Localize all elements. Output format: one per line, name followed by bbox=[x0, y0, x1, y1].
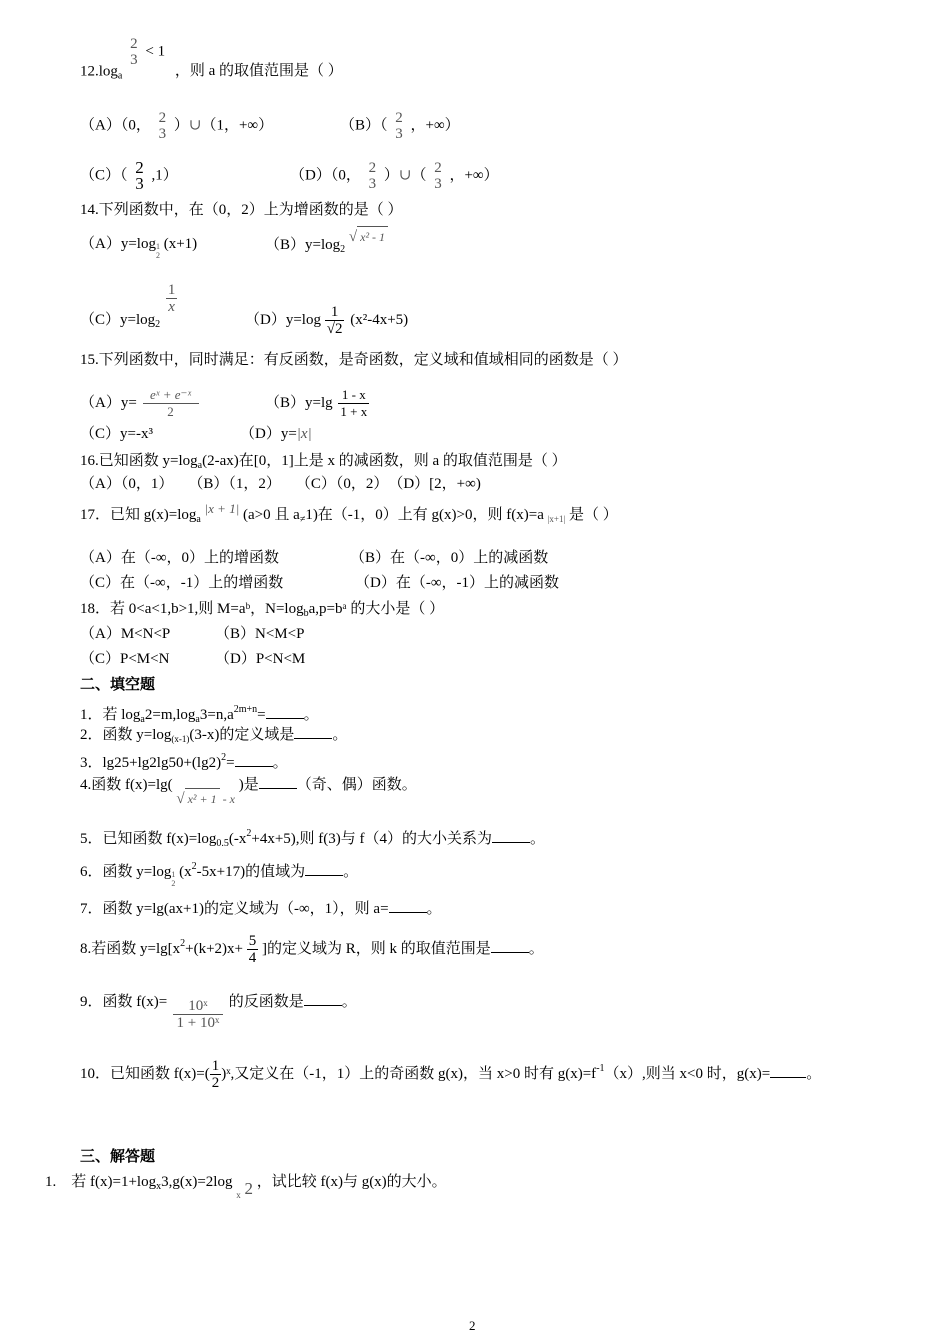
text: -5x+17)的值域为 bbox=[196, 864, 306, 880]
text: 1 + 10ˣ bbox=[176, 1015, 220, 1031]
text: 。 bbox=[272, 755, 288, 771]
text: x² - 1 bbox=[357, 226, 388, 247]
fill-10 bbox=[80, 1058, 821, 1091]
text: 2 bbox=[155, 251, 160, 260]
text: 10．已知函数 f(x)=( bbox=[80, 1065, 210, 1082]
text: 3=n,a bbox=[199, 707, 234, 723]
text: < 1 bbox=[145, 43, 166, 60]
text: 4 bbox=[248, 950, 257, 966]
text: 2 bbox=[135, 158, 144, 177]
answer-blank[interactable] bbox=[266, 704, 304, 719]
not-equal-symbol: ≠ bbox=[299, 514, 306, 525]
text: )ˣ,又定义在（-1，1）上的奇函数 g(x)，当 x>0 时有 g(x)=f bbox=[221, 1065, 597, 1082]
text: 2 bbox=[171, 879, 176, 888]
text: （C）（ bbox=[80, 167, 128, 184]
text: 2 bbox=[244, 1179, 253, 1198]
q17-option-c: （C）在（-∞，-1）上的增函数 bbox=[80, 575, 284, 591]
text: 6．函数 y=log bbox=[80, 864, 172, 880]
text: a bbox=[140, 714, 145, 725]
answer-blank[interactable] bbox=[294, 724, 332, 739]
text: 10ˣ bbox=[173, 998, 223, 1015]
text: 1 bbox=[155, 242, 160, 251]
text: 。 bbox=[530, 831, 546, 847]
text: (2-ax)在[0，1]上是 x 的减函数，则 a 的取值范围是（ ） bbox=[202, 453, 567, 469]
q17-option-b: （B）在（-∞，0）上的减函数 bbox=[350, 550, 549, 566]
text: ，+∞） bbox=[449, 167, 499, 184]
text: 3,g(x)=2log bbox=[161, 1174, 233, 1190]
text: x bbox=[168, 299, 175, 315]
text: （C）y=log bbox=[80, 311, 156, 328]
text: 1. 若 f(x)=1+log bbox=[45, 1174, 157, 1190]
q18-option-a: （A）M<N<P bbox=[80, 626, 171, 642]
q18-option-d: （D）P<N<M bbox=[215, 651, 306, 667]
text: 。 bbox=[426, 901, 442, 917]
text: （A）（0， bbox=[80, 117, 151, 134]
answer-blank[interactable] bbox=[389, 898, 427, 913]
text: （ bbox=[411, 167, 427, 184]
fraction bbox=[157, 110, 169, 142]
fraction bbox=[367, 160, 379, 192]
text: x bbox=[236, 1190, 241, 1200]
text: （A）y=log bbox=[80, 236, 156, 252]
text: 1 bbox=[325, 304, 345, 321]
text: 9．函数 f(x)= bbox=[80, 993, 168, 1010]
union-symbol: ∪ bbox=[398, 167, 412, 184]
text: +4x+5),则 f(3)与 f（4）的大小关系为 bbox=[251, 831, 493, 847]
text: 1 - x bbox=[338, 387, 369, 404]
text: a,p=bᵃ 的大小是（ ） bbox=[308, 601, 445, 617]
text: a bbox=[196, 514, 201, 525]
text: (x-1) bbox=[171, 734, 190, 744]
q18-option-b: （B）N<M<P bbox=[215, 626, 305, 642]
answer-blank[interactable] bbox=[304, 991, 342, 1006]
radical bbox=[349, 229, 388, 245]
fraction bbox=[325, 304, 345, 337]
fraction bbox=[338, 387, 369, 420]
text: ，+∞） bbox=[410, 117, 460, 134]
fill-6 bbox=[80, 857, 358, 888]
text: 18．若 0<a<1,b>1,则 M=aᵇ，N=log bbox=[80, 601, 304, 617]
text: （x）,则当 x<0 时，g(x)= bbox=[604, 1065, 771, 1082]
text: 4.函数 f(x)=lg( bbox=[80, 777, 173, 793]
text: 3 bbox=[395, 126, 403, 142]
union-symbol: ∪ bbox=[188, 117, 202, 134]
text: - x bbox=[222, 792, 235, 806]
fraction bbox=[166, 282, 178, 315]
text: 2 bbox=[221, 752, 227, 763]
text: (x²-4x+5) bbox=[350, 311, 409, 328]
text: （B）y=log bbox=[265, 237, 341, 253]
text: （1，+∞） bbox=[201, 117, 274, 134]
text: 2 bbox=[191, 861, 197, 872]
fraction bbox=[210, 1058, 222, 1091]
text: 2 bbox=[211, 1075, 220, 1091]
answer-blank[interactable] bbox=[770, 1063, 806, 1078]
text: x² + 1 bbox=[185, 788, 220, 809]
answer-blank[interactable] bbox=[305, 861, 343, 876]
q17-option-d: （D）在（-∞，-1）上的减函数 bbox=[355, 575, 560, 591]
radical bbox=[176, 791, 235, 807]
text: （D）y= bbox=[240, 426, 297, 442]
section-title-fill-in: 二、填空题 bbox=[80, 677, 156, 693]
text: = bbox=[257, 707, 266, 723]
text: (3-x)的定义域是 bbox=[189, 727, 295, 743]
fill-5 bbox=[80, 824, 545, 854]
sqrt-symbol: √ bbox=[176, 791, 185, 807]
text: (x bbox=[179, 864, 192, 880]
text: 。 bbox=[806, 1065, 822, 1082]
fill-2 bbox=[80, 724, 347, 749]
q14-option-c bbox=[80, 282, 179, 337]
q14-option-a bbox=[80, 234, 197, 260]
text: 12.log bbox=[80, 63, 118, 80]
text: 的反函数是 bbox=[228, 993, 304, 1010]
text: 2 bbox=[130, 36, 138, 52]
q16-stem bbox=[80, 451, 567, 476]
text: 0.5 bbox=[216, 838, 229, 849]
text: ,1） bbox=[151, 167, 178, 184]
text: 2 bbox=[340, 244, 346, 255]
q12-option-d bbox=[290, 160, 499, 192]
text: 3 bbox=[135, 174, 144, 193]
text: 1 bbox=[211, 1058, 220, 1074]
q12-option-c bbox=[80, 160, 178, 192]
text: 1 bbox=[171, 870, 176, 879]
fill-3 bbox=[80, 748, 288, 773]
text: （奇、偶）函数。 bbox=[296, 777, 417, 793]
q14-stem: 14.下列函数中，在（0，2）上为增函数的是（ ） bbox=[80, 202, 403, 218]
text: 是（ ） bbox=[569, 507, 618, 523]
text: 2 bbox=[434, 160, 442, 176]
fill-4 bbox=[80, 774, 417, 807]
answer-blank[interactable] bbox=[491, 938, 529, 953]
text: 1 bbox=[167, 282, 176, 298]
answer-1 bbox=[45, 1172, 447, 1205]
text: （A）y= bbox=[80, 394, 137, 411]
text: ，则 a 的取值范围是（ ） bbox=[174, 63, 343, 80]
text: ） bbox=[383, 167, 399, 184]
text: 5 bbox=[248, 933, 257, 949]
text: = bbox=[226, 755, 235, 771]
text: 3 bbox=[130, 52, 138, 68]
text: 2．函数 y=log bbox=[80, 727, 172, 743]
text: 2 bbox=[246, 828, 252, 839]
text: （B）（ bbox=[340, 117, 388, 134]
text: （D）y=log bbox=[245, 311, 321, 328]
q14-option-d bbox=[245, 304, 408, 337]
fraction bbox=[393, 110, 405, 142]
q12-option-b bbox=[340, 110, 460, 142]
text: x bbox=[156, 1181, 162, 1192]
text: 3．lg25+lg2lg50+(lg2) bbox=[80, 755, 222, 771]
text: a bbox=[117, 70, 123, 82]
q12-ineq bbox=[126, 36, 165, 68]
q17-option-a: （A）在（-∞，0）上的增函数 bbox=[80, 550, 280, 566]
text: 。 bbox=[528, 940, 544, 957]
log-base-half bbox=[171, 870, 175, 888]
q15-option-a bbox=[80, 387, 201, 420]
answer-blank[interactable] bbox=[235, 752, 273, 767]
fraction bbox=[128, 36, 140, 68]
text: 1．若 log bbox=[80, 707, 141, 723]
text: 8.若函数 y=lg[x bbox=[80, 940, 181, 957]
q15-option-d bbox=[240, 424, 312, 444]
text: 1 + x bbox=[340, 404, 368, 419]
q15-option-b bbox=[265, 387, 371, 420]
text: |x + 1| bbox=[204, 501, 240, 516]
text: 17．已知 g(x)=log bbox=[80, 507, 197, 523]
log-base-half bbox=[156, 242, 160, 260]
text: （D）（0， bbox=[290, 167, 361, 184]
text: 2 bbox=[368, 160, 377, 176]
text: (a>0 且 a bbox=[243, 507, 300, 523]
fraction bbox=[133, 160, 146, 192]
text: b bbox=[303, 608, 309, 619]
text: 2=m,log bbox=[144, 707, 196, 723]
q18-option-c: （C）P<M<N bbox=[80, 651, 170, 667]
q15-stem: 15.下列函数中，同时满足：有反函数，是奇函数，定义域和值域相同的函数是（ ） bbox=[80, 352, 628, 368]
text: 2 bbox=[155, 318, 161, 330]
text: ]的定义域为 R，则 k 的取值范围是 bbox=[262, 940, 491, 957]
text: |x| bbox=[296, 426, 312, 442]
text: +(k+2)x+ bbox=[185, 940, 243, 957]
text: 5．已知函数 f(x)=log bbox=[80, 831, 217, 847]
text: 。 bbox=[303, 707, 319, 723]
q15-option-c: （C）y=-x³ bbox=[80, 426, 153, 442]
text: )是 bbox=[238, 777, 259, 793]
text: 2 bbox=[180, 937, 186, 949]
text: a bbox=[197, 460, 203, 471]
text: （B）y=lg bbox=[265, 394, 333, 411]
text: 2 bbox=[158, 110, 167, 126]
text: ，试比较 f(x)与 g(x)的大小。 bbox=[256, 1174, 447, 1190]
fraction bbox=[432, 160, 444, 192]
text: ） bbox=[173, 117, 189, 134]
answer-blank[interactable] bbox=[492, 828, 530, 843]
q12-option-a bbox=[80, 110, 273, 142]
q12-stem bbox=[80, 36, 343, 88]
text: 3 bbox=[434, 176, 442, 192]
page-number: 2 bbox=[469, 1318, 476, 1333]
fraction bbox=[173, 998, 223, 1031]
sqrt-symbol: √ bbox=[348, 229, 358, 245]
text: (x+1) bbox=[163, 236, 198, 252]
text: 。 bbox=[332, 727, 348, 743]
text: 2 bbox=[167, 404, 174, 419]
fraction bbox=[247, 933, 259, 966]
text: -1 bbox=[596, 1062, 605, 1074]
text: 3 bbox=[368, 176, 377, 192]
section-title-answer: 三、解答题 bbox=[80, 1149, 156, 1165]
fill-8 bbox=[80, 933, 544, 966]
text: a bbox=[195, 714, 200, 725]
q14-option-b bbox=[265, 229, 388, 260]
text: 。 bbox=[341, 993, 357, 1010]
fill-9 bbox=[80, 986, 357, 1031]
text: 1)在（-1，0）上有 g(x)>0，则 f(x)=a bbox=[305, 507, 544, 523]
text: 。 bbox=[343, 864, 359, 880]
q16-options: （A）（0，1） （B）（1，2） （C）（0，2） （D）[2，+∞) bbox=[80, 476, 481, 492]
text: 2 bbox=[395, 110, 403, 126]
q17-stem bbox=[80, 501, 618, 530]
fraction bbox=[143, 387, 199, 420]
text: 16.已知函数 y=log bbox=[80, 453, 198, 469]
text: √2 bbox=[326, 321, 343, 337]
text: (-x bbox=[228, 831, 247, 847]
text: 3 bbox=[158, 126, 167, 142]
fill-7 bbox=[80, 898, 442, 919]
text: eˣ + e⁻ˣ bbox=[143, 387, 199, 404]
text: 7．函数 y=lg(ax+1)的定义域为（-∞，1），则 a= bbox=[80, 901, 389, 917]
text: 2m+n bbox=[233, 704, 258, 715]
answer-blank[interactable] bbox=[259, 774, 297, 789]
text: |x+1| bbox=[547, 514, 566, 524]
q18-stem bbox=[80, 599, 444, 624]
